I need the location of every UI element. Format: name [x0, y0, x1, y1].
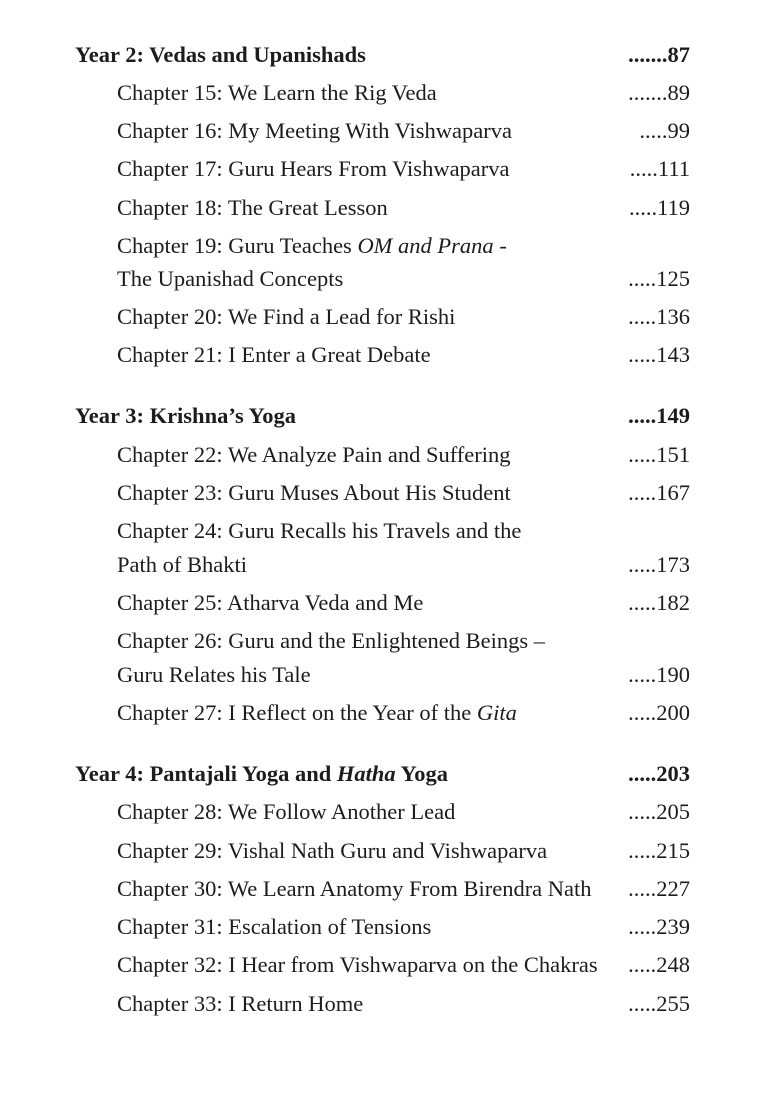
chapter-title — [117, 913, 431, 941]
title-segment: Chapter 20: We Find a Lead for Rishi — [117, 304, 456, 329]
page-number: .....173 — [628, 552, 690, 577]
chapter-title — [117, 589, 423, 617]
page-number: .......89 — [628, 80, 690, 105]
chapter-title — [117, 837, 547, 865]
title-segment: Chapter 23: Guru Muses About His Student — [117, 480, 511, 505]
chapter-title — [117, 699, 517, 727]
page-number: .....125 — [628, 266, 690, 291]
chapter-title — [117, 232, 507, 260]
title-segment: Chapter 32: I Hear from Vishwaparva on the Chakras — [117, 952, 598, 977]
section-heading — [75, 41, 366, 69]
chapter-title — [117, 627, 545, 655]
page-number: .....151 — [628, 442, 690, 467]
title-segment: Chapter 25: Atharva Veda and Me — [117, 590, 424, 615]
page-number: .....205 — [628, 799, 690, 824]
title-segment: Chapter 15: We Learn the Rig Veda — [117, 80, 437, 105]
title-segment: Chapter 18: The Great Lesson — [117, 195, 388, 220]
title-segment: The Upanishad Concepts — [117, 266, 344, 291]
chapter-title — [117, 990, 363, 1018]
chapter-title — [117, 798, 455, 826]
title-segment: OM and Prana — [357, 233, 494, 258]
chapter-title — [117, 551, 247, 579]
page-number: .....203 — [628, 761, 690, 786]
page-number: .....111 — [629, 156, 690, 181]
page-number: .....239 — [628, 914, 690, 939]
title-segment: Year 3: Krishna’s Yoga — [75, 403, 297, 428]
title-segment: Chapter 22: We Analyze Pain and Suffering — [117, 442, 511, 467]
title-segment: Chapter 30: We Learn Anatomy From Birendra Nath — [117, 876, 592, 901]
title-segment: Chapter 24: Guru Recalls his Travels and the — [117, 518, 522, 543]
title-segment: Chapter 19: Guru Teaches — [117, 233, 358, 258]
title-segment: Guru Relates his Tale — [117, 662, 311, 687]
chapter-title — [117, 155, 510, 183]
page-number: .....149 — [628, 403, 690, 428]
page-number: .....143 — [628, 342, 690, 367]
page-number: .....119 — [628, 195, 690, 220]
title-segment: Yoga — [395, 761, 448, 786]
page-number: .....248 — [628, 952, 690, 977]
title-segment: Chapter 27: I Reflect on the Year of the — [117, 700, 477, 725]
title-segment: Chapter 17: Guru Hears From Vishwaparva — [117, 156, 510, 181]
page-number: .....215 — [628, 838, 690, 863]
chapter-title — [117, 79, 437, 107]
chapter-title — [117, 441, 511, 469]
chapter-title — [117, 341, 431, 369]
page-number: .....190 — [628, 662, 690, 687]
title-segment: Chapter 31: Escalation of Tensions — [117, 914, 432, 939]
title-segment: Chapter 16: My Meeting With Vishwaparva — [117, 118, 512, 143]
title-segment: Path of Bhakti — [117, 552, 247, 577]
chapter-title — [117, 517, 521, 545]
section-heading — [75, 402, 296, 430]
page-number: .....255 — [628, 991, 690, 1016]
title-segment: Chapter 29: Vishal Nath Guru and Vishwaparva — [117, 838, 548, 863]
chapter-title — [117, 117, 512, 145]
title-segment: Chapter 26: Guru and the Enlightened Beings – — [117, 628, 546, 653]
title-segment: Hatha — [336, 761, 396, 786]
chapter-title — [117, 479, 511, 507]
title-segment: Chapter 21: I Enter a Great Debate — [117, 342, 431, 367]
chapter-title — [117, 951, 598, 979]
chapter-title — [117, 875, 592, 903]
page-number: .....227 — [628, 876, 690, 901]
page-number: .....99 — [639, 118, 690, 143]
title-segment: Year 4: Pantajali Yoga and — [75, 761, 337, 786]
title-segment: Chapter 28: We Follow Another Lead — [117, 799, 456, 824]
page-number: .....200 — [628, 700, 690, 725]
title-segment: - — [493, 233, 507, 258]
chapter-title — [117, 661, 311, 689]
title-segment: Gita — [476, 700, 517, 725]
section-heading — [75, 760, 448, 788]
title-segment: Year 2: Vedas and Upanishads — [75, 42, 366, 67]
page-number: .....182 — [628, 590, 690, 615]
page-number: .....167 — [628, 480, 690, 505]
page-number: .......87 — [628, 42, 690, 67]
page-number: .....136 — [628, 304, 690, 329]
title-segment: Chapter 33: I Return Home — [117, 991, 364, 1016]
chapter-title — [117, 265, 343, 293]
chapter-title — [117, 194, 388, 222]
chapter-title — [117, 303, 455, 331]
